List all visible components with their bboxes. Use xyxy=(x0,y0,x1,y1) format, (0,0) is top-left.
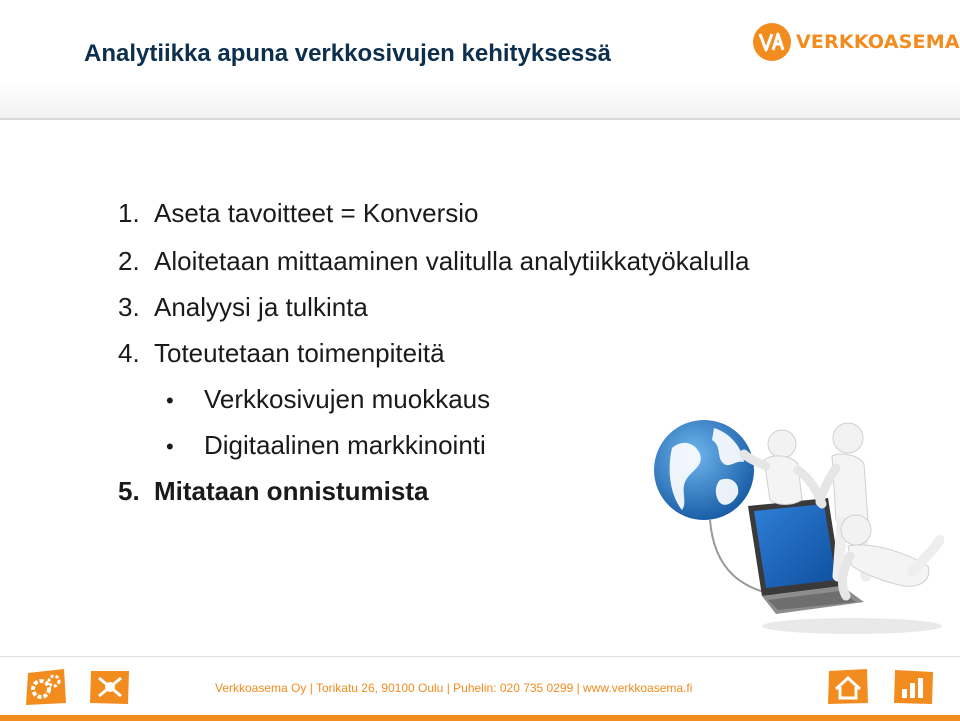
globe-laptop-illustration xyxy=(652,410,944,642)
list-item xyxy=(118,198,478,229)
list-number: 1. xyxy=(118,198,140,228)
list-item xyxy=(118,246,749,277)
sub-list-text: Digitaalinen markkinointi xyxy=(204,430,486,460)
bar-chart-icon xyxy=(892,667,936,707)
list-item xyxy=(118,338,445,369)
list-item xyxy=(118,476,428,507)
verkkoasema-logo xyxy=(752,22,960,62)
logo-text: VERKKOASEMA xyxy=(796,31,960,53)
list-text: Mitataan onnistumista xyxy=(154,476,429,506)
bullet-icon: • xyxy=(166,434,174,459)
list-number: 4. xyxy=(118,338,140,368)
list-text: Aloitetaan mittaaminen valitulla analytiikkatyökalulla xyxy=(154,246,750,276)
sub-list-item xyxy=(166,430,486,461)
list-number: 2. xyxy=(118,246,140,276)
list-number: 3. xyxy=(118,292,140,322)
list-item xyxy=(118,292,368,323)
list-text: Toteutetaan toimenpiteitä xyxy=(154,338,445,368)
logo-icon xyxy=(752,22,792,62)
list-text: Analyysi ja tulkinta xyxy=(154,292,368,322)
bullet-icon: • xyxy=(166,388,174,413)
list-number: 5. xyxy=(118,476,140,506)
home-icon xyxy=(826,667,870,707)
gears-icon xyxy=(24,667,68,707)
footer-contact-text: Verkkoasema Oy | Torikatu 26, 90100 Oulu | Puhelin: 020 735 0299 | www.verkkoasema.fi xyxy=(215,681,693,695)
sub-list-text: Verkkosivujen muokkaus xyxy=(204,384,491,414)
footer-accent-bar xyxy=(0,715,960,721)
slide-title: Analytiikka apuna verkkosivujen kehityksessä xyxy=(84,40,611,67)
sub-list-item xyxy=(166,384,490,415)
slide-header xyxy=(0,0,960,120)
slide-footer xyxy=(0,656,960,721)
network-icon xyxy=(88,667,132,707)
list-text: Aseta tavoitteet = Konversio xyxy=(154,198,479,228)
